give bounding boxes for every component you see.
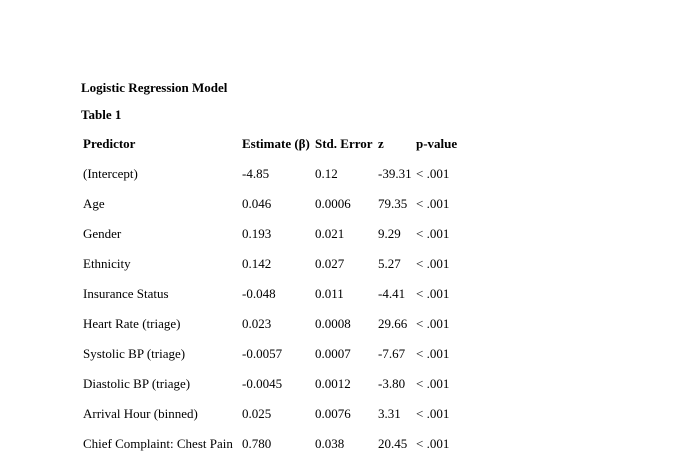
document-title: Logistic Regression Model [81, 80, 228, 95]
estimate-cell: -0.048 [242, 286, 276, 301]
p-value-cell: < .001 [416, 166, 450, 181]
predictor-cell: Arrival Hour (binned) [83, 406, 198, 421]
std-error-cell: 0.12 [315, 166, 338, 181]
estimate-cell: 0.046 [242, 196, 272, 211]
std-error-cell: 0.0006 [315, 196, 351, 211]
z-cell: 5.27 [378, 256, 401, 271]
z-cell: -7.67 [378, 346, 406, 361]
std-error-cell: 0.0076 [315, 406, 351, 421]
table-row [80, 189, 476, 219]
predictor-cell: (Intercept) [83, 166, 138, 181]
predictor-cell: Heart Rate (triage) [83, 316, 181, 331]
z-cell: -3.80 [378, 376, 406, 391]
regression-table [80, 129, 476, 459]
p-value-cell: < .001 [416, 226, 450, 241]
std-error-cell: 0.0008 [315, 316, 351, 331]
z-cell: 20.45 [378, 436, 408, 451]
z-cell: 29.66 [378, 316, 408, 331]
table-row [80, 399, 476, 429]
predictor-cell: Systolic BP (triage) [83, 346, 186, 361]
table-row [80, 429, 476, 459]
p-value-cell: < .001 [416, 376, 450, 391]
predictor-cell: Chief Complaint: Chest Pain [83, 436, 233, 451]
estimate-cell: -4.85 [242, 166, 270, 181]
table-label: Table 1 [81, 107, 122, 122]
p-value-cell: < .001 [416, 406, 450, 421]
table-row [80, 279, 476, 309]
table-row [80, 309, 476, 339]
predictor-cell: Age [83, 196, 105, 211]
table-header-row [80, 129, 476, 159]
table-row [80, 369, 476, 399]
std-error-cell: 0.011 [315, 286, 344, 301]
z-cell: 79.35 [378, 196, 408, 211]
predictor-cell: Ethnicity [83, 256, 131, 271]
std-error-cell: 0.0012 [315, 376, 351, 391]
estimate-cell: 0.025 [242, 406, 272, 421]
p-value-cell: < .001 [416, 436, 450, 451]
p-value-cell: < .001 [416, 346, 450, 361]
table-row [80, 249, 476, 279]
predictor-cell: Insurance Status [83, 286, 169, 301]
std-error-cell: 0.027 [315, 256, 345, 271]
estimate-cell: -0.0057 [242, 346, 283, 361]
z-cell: 3.31 [378, 406, 401, 421]
predictor-cell: Diastolic BP (triage) [83, 376, 191, 391]
predictor-cell: Gender [83, 226, 122, 241]
table-body [80, 159, 476, 459]
table-row [80, 159, 476, 189]
header-std-error: Std. Error [315, 136, 373, 151]
estimate-cell: 0.780 [242, 436, 272, 451]
p-value-cell: < .001 [416, 316, 450, 331]
estimate-cell: 0.023 [242, 316, 272, 331]
estimate-cell: 0.142 [242, 256, 272, 271]
table-row [80, 219, 476, 249]
std-error-cell: 0.021 [315, 226, 345, 241]
p-value-cell: < .001 [416, 286, 450, 301]
z-cell: -39.31 [378, 166, 412, 181]
header-p-value: p-value [416, 136, 458, 151]
estimate-cell: -0.0045 [242, 376, 283, 391]
std-error-cell: 0.038 [315, 436, 345, 451]
header-predictor: Predictor [83, 136, 136, 151]
p-value-cell: < .001 [416, 196, 450, 211]
p-value-cell: < .001 [416, 256, 450, 271]
z-cell: 9.29 [378, 226, 401, 241]
header-z: z [378, 136, 384, 151]
std-error-cell: 0.0007 [315, 346, 351, 361]
z-cell: -4.41 [378, 286, 406, 301]
table-row [80, 339, 476, 369]
estimate-cell: 0.193 [242, 226, 272, 241]
header-estimate: Estimate (β) [242, 136, 310, 151]
